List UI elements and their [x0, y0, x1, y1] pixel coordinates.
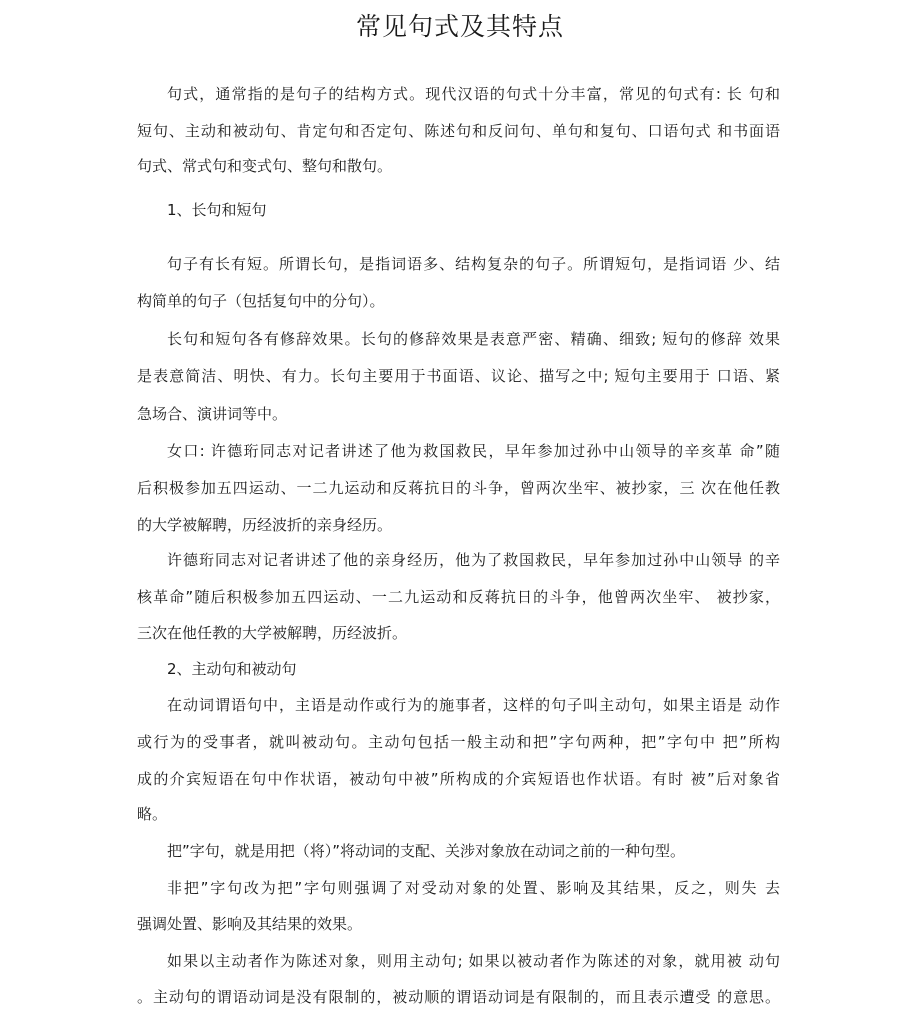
paragraph-line: 非把”字句改为把”字句则强调了对受动对象的处置、影响及其结果，反之，则失 去 — [167, 879, 780, 897]
paragraph-line: 略。 — [137, 805, 168, 823]
paragraph-line: 三次在他任教的大学被解聘，历经波折。 — [137, 624, 408, 642]
paragraph-line: 核革命”随后积极参加五四运动、一二九运动和反蒋抗日的斗争，他曾两次坐牢、 被抄家， — [137, 588, 780, 606]
paragraph-line: 短句、主动和被动句、肯定句和否定句、陈述句和反问句、单句和复句、口语句式 和书面语 — [137, 122, 780, 140]
paragraph-line: 急场合、演讲词等中。 — [137, 405, 288, 423]
section-heading: 2、主动句和被动句 — [167, 660, 297, 678]
paragraph-line: 把”字句，就是用把（将）”将动词的支配、关涉对象放在动词之前的一种句型。 — [167, 842, 686, 860]
paragraph-line: 许德珩同志对记者讲述了他的亲身经历，他为了救国救民，早年参加过孙中山领导 的辛 — [167, 551, 780, 569]
paragraph-line: 构简单的句子（包括复句中的分句）。 — [137, 292, 385, 310]
paragraph-line: 强调处置、影响及其结果的效果。 — [137, 915, 363, 933]
paragraph-line: 的大学被解聘，历经波折的亲身经历。 — [137, 516, 393, 534]
paragraph-line: 句式，通常指的是句子的结构方式。现代汉语的句式十分丰富，常见的句式有: 长 句和 — [167, 85, 780, 103]
paragraph-line: 后积极参加五四运动、一二九运动和反蒋抗日的斗争，曾两次坐牢、被抄家，三 次在他任教 — [137, 479, 780, 497]
paragraph-line: 女口: 许德珩同志对记者讲述了他为救国救民，早年参加过孙中山领导的辛亥革 命”随 — [167, 442, 780, 460]
paragraph-line: 长句和短句各有修辞效果。长句的修辞效果是表意严密、精确、细致; 短句的修辞 效果 — [167, 330, 780, 348]
paragraph-line: 成的介宾短语在句中作状语，被动句中被”所构成的介宾短语也作状语。有时 被”后对象省 — [137, 770, 780, 788]
section-heading: 1、长句和短句 — [167, 201, 267, 219]
paragraph-line: 。主动句的谓语动词是没有限制的，被动顺的谓语动词是有限制的，而且表示遭受 的意思。 — [137, 988, 780, 1006]
paragraph-line: 是表意简洁、明快、有力。长句主要用于书面语、议论、描写之中; 短句主要用于 口语、紧 — [137, 367, 780, 385]
paragraph-line: 句子有长有短。所谓长句，是指词语多、结构复杂的句子。所谓短句，是指词语 少、结 — [167, 255, 780, 273]
document-title: 常见句式及其特点 — [355, 12, 564, 41]
paragraph-line: 句式、常式句和变式句、整句和散句。 — [137, 157, 393, 175]
paragraph-line: 或行为的受事者，就叫被动句。主动句包括一般主动和把”字句两种，把”字句中 把”所构 — [137, 733, 780, 751]
paragraph-line: 在动词谓语句中，主语是动作或行为的施事者，这样的句子叫主动句，如果主语是 动作 — [167, 696, 780, 714]
paragraph-line: 如果以主动者作为陈述对象，则用主动句; 如果以被动者作为陈述的对象，就用被 动句 — [167, 952, 780, 970]
